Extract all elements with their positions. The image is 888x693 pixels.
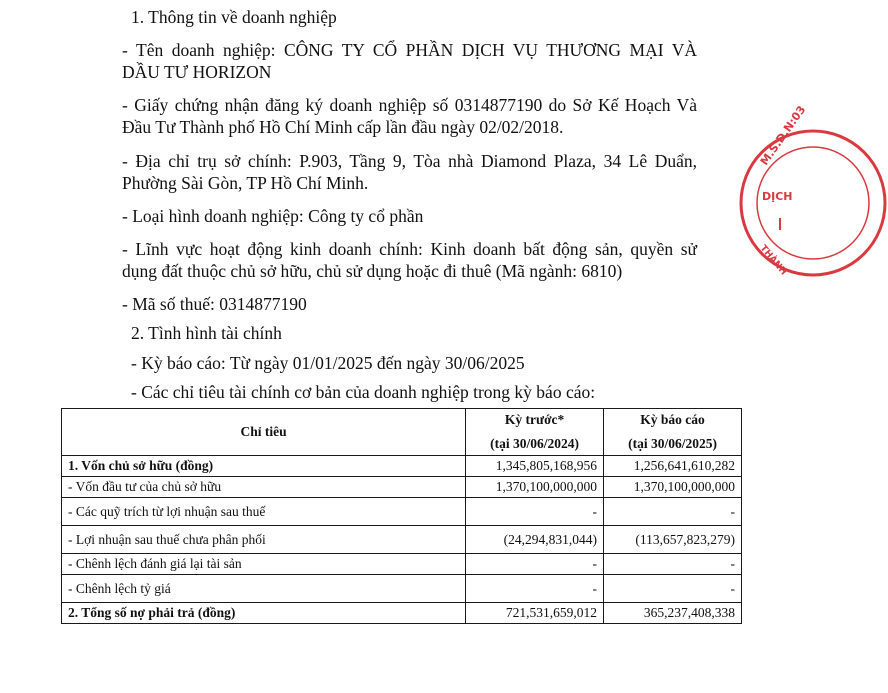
address-line-1: - Địa chỉ trụ sở chính: P.903, Tầng 9, Tòa nhà Diamond Plaza, 34 Lê Duẩn, — [122, 151, 697, 171]
row-label: 1. Vốn chủ sở hữu (đồng) — [62, 456, 466, 477]
row-label: 2. Tổng số nợ phải trả (đồng) — [62, 603, 466, 624]
company-seal-stamp — [738, 103, 888, 278]
header-indicator: Chỉ tiêu — [62, 409, 466, 456]
header-previous-period: Kỳ trước* (tại 30/06/2024) — [466, 409, 604, 456]
business-type-line: - Loại hình doanh nghiệp: Công ty cổ phần — [122, 206, 424, 226]
stamp-mid-text: DỊCH — [762, 190, 793, 203]
table-header-row — [62, 409, 742, 456]
financial-indicators-table — [61, 408, 742, 624]
tax-code-line: - Mã số thuế: 0314877190 — [122, 294, 307, 314]
row-prev-value: (24,294,831,044) — [466, 526, 604, 554]
section1-heading: 1. Thông tin về doanh nghiệp — [131, 7, 337, 27]
business-field-line-1: - Lĩnh vực hoạt động kinh doanh chính: Kinh doanh bất động sản, quyền sử — [122, 239, 697, 259]
row-cur-value: 365,237,408,338 — [604, 603, 742, 624]
row-label: - Vốn đầu tư của chủ sở hữu — [62, 477, 466, 498]
table-row — [62, 456, 742, 477]
business-reg-line-2: Đầu Tư Thành phố Hồ Chí Minh cấp lần đầu ngày 02/02/2018. — [122, 117, 564, 137]
business-field-line-2: dụng đất thuộc chủ sở hữu, chủ sử dụng hoặc đi thuê (Mã ngành: 6810) — [122, 261, 623, 281]
section2-heading: 2. Tình hình tài chính — [131, 323, 282, 343]
stamp-bottom-text: THÀNH — [757, 243, 789, 278]
row-label: - Các quỹ trích từ lợi nhuận sau thuế — [62, 498, 466, 526]
row-label: - Chênh lệch tỷ giá — [62, 575, 466, 603]
table-row — [62, 554, 742, 575]
table-row — [62, 498, 742, 526]
row-prev-value: - — [466, 575, 604, 603]
row-label: - Chênh lệch đánh giá lại tài sản — [62, 554, 466, 575]
company-name-line-2: DẦU TƯ HORIZON — [122, 62, 272, 82]
row-prev-value: 1,345,805,168,956 — [466, 456, 604, 477]
table-row — [62, 477, 742, 498]
row-cur-value: 1,256,641,610,282 — [604, 456, 742, 477]
table-row — [62, 575, 742, 603]
report-period-line: - Kỳ báo cáo: Từ ngày 01/01/2025 đến ngày 30/06/2025 — [131, 353, 525, 373]
table-row — [62, 603, 742, 624]
row-cur-value: (113,657,823,279) — [604, 526, 742, 554]
row-cur-value: - — [604, 498, 742, 526]
company-name-line-1: - Tên doanh nghiệp: CÔNG TY CỔ PHẦN DỊCH VỤ THƯƠNG MẠI VÀ — [122, 40, 697, 60]
financial-intro-line: - Các chỉ tiêu tài chính cơ bản của doanh nghiệp trong kỳ báo cáo: — [131, 382, 596, 402]
address-line-2: Phường Sài Gòn, TP Hồ Chí Minh. — [122, 173, 369, 193]
stamp-top-text: M.S.D.N:03 — [757, 103, 809, 168]
row-cur-value: 1,370,100,000,000 — [604, 477, 742, 498]
row-cur-value: - — [604, 575, 742, 603]
table-row — [62, 526, 742, 554]
row-prev-value: - — [466, 554, 604, 575]
row-cur-value: - — [604, 554, 742, 575]
business-reg-line-1: - Giấy chứng nhận đăng ký doanh nghiệp số 0314877190 do Sở Kế Hoạch Và — [122, 95, 697, 115]
row-prev-value: 721,531,659,012 — [466, 603, 604, 624]
header-current-period: Kỳ báo cáo (tại 30/06/2025) — [604, 409, 742, 456]
row-prev-value: - — [466, 498, 604, 526]
row-label: - Lợi nhuận sau thuế chưa phân phối — [62, 526, 466, 554]
row-prev-value: 1,370,100,000,000 — [466, 477, 604, 498]
